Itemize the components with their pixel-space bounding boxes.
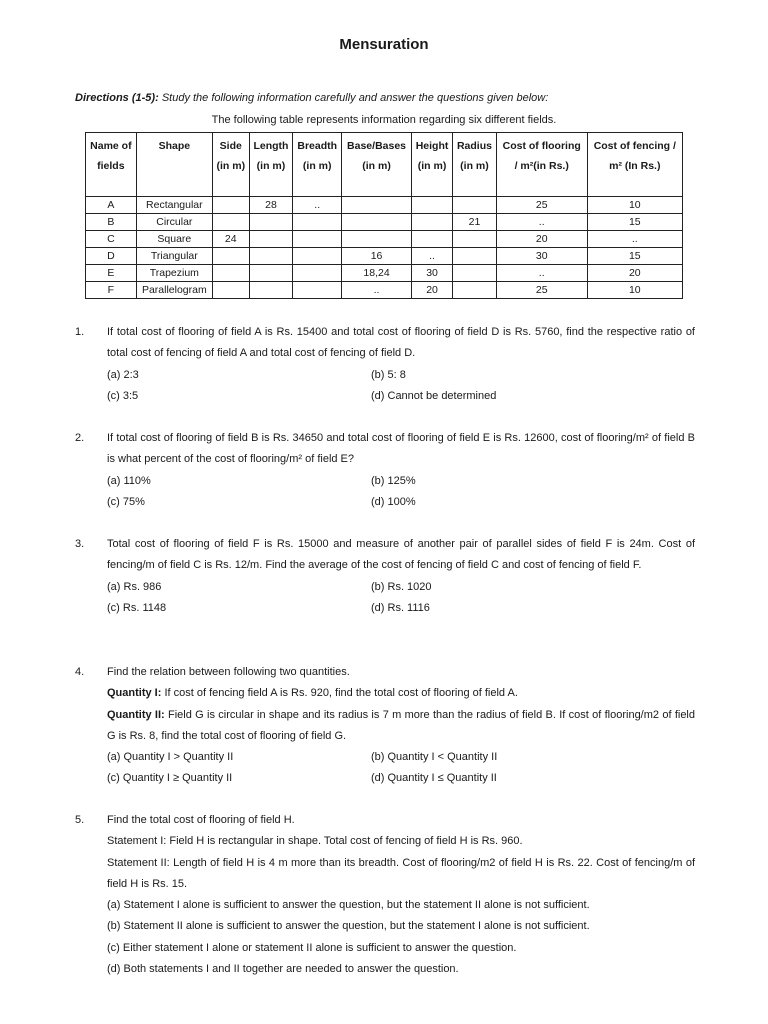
option-d: (d) Rs. 1116: [371, 601, 430, 614]
quantity-2-label: Quantity II:: [107, 708, 165, 721]
quantity-1-text: If cost of fencing field A is Rs. 920, find the total cost of flooring of field A.: [164, 687, 518, 700]
option-d: (d) 100%: [371, 495, 416, 508]
header-flooring-cost: Cost of flooring / m²(in Rs.): [496, 133, 587, 197]
option-a: (a) 2:3: [107, 368, 139, 381]
header-side: Side (in m): [212, 133, 249, 197]
quantity-1-label: Quantity I:: [107, 687, 162, 700]
option-a: (a) Statement I alone is sufficient to answer the question, but the statement II alone is not sufficient.: [107, 899, 590, 912]
options: [107, 471, 695, 514]
cell-radius: [453, 282, 497, 299]
option-b: (b) 125%: [371, 474, 416, 487]
cell-flooring-cost: 25: [496, 197, 587, 214]
cell-length: [249, 248, 293, 265]
header-name: Name of fields: [86, 133, 137, 197]
question-2: [75, 428, 695, 513]
cell-side: [212, 197, 249, 214]
cell-radius: [453, 231, 497, 248]
cell-breadth: [293, 214, 342, 231]
cell-flooring-cost: 30: [496, 248, 587, 265]
cell-fencing-cost: ..: [587, 231, 682, 248]
directions-label: Directions (1-5):: [75, 92, 159, 104]
cell-shape: Circular: [136, 214, 212, 231]
cell-breadth: [293, 248, 342, 265]
question-1: [75, 322, 695, 407]
table-row: [86, 282, 683, 299]
question-4: [75, 662, 695, 790]
header-length: Length (in m): [249, 133, 293, 197]
cell-side: [212, 265, 249, 282]
question-3: [75, 534, 695, 619]
cell-flooring-cost: 20: [496, 231, 587, 248]
table-row: [86, 197, 683, 214]
cell-length: [249, 265, 293, 282]
cell-fencing-cost: 15: [587, 248, 682, 265]
cell-breadth: [293, 231, 342, 248]
cell-shape: Triangular: [136, 248, 212, 265]
header-fencing-cost: Cost of fencing / m² (In Rs.): [587, 133, 682, 197]
cell-length: [249, 282, 293, 299]
options: [107, 365, 695, 408]
question-number: 2.: [75, 432, 85, 444]
quantity-1: [107, 683, 695, 704]
header-radius: Radius (in m): [453, 133, 497, 197]
question-text: Total cost of flooring of field F is Rs. 15000 and measure of another pair of parallel sides of field F is 24m. Cost of fencing/m of field C is Rs. 12/m. Find the average of the cost of fencing of field C and cost of fencing of field F.: [107, 538, 695, 572]
cell-height: [411, 214, 452, 231]
quantity-2: [107, 705, 695, 748]
table-caption: The following table represents information regarding six different fields.: [211, 114, 557, 126]
cell-height: [411, 231, 452, 248]
cell-breadth: ..: [293, 197, 342, 214]
cell-height: 30: [411, 265, 452, 282]
cell-length: 28: [249, 197, 293, 214]
cell-radius: [453, 197, 497, 214]
question-number: 1.: [75, 326, 85, 338]
options: [107, 747, 695, 790]
cell-height: ..: [411, 248, 452, 265]
quantity-2-text: Field G is circular in shape and its radius is 7 m more than the radius of field B. If cost of flooring/m2 of field G is Rs. 8, find the total cost of flooring of field G.: [107, 708, 695, 742]
option-a: (a) Rs. 986: [107, 580, 162, 593]
option-a: (a) Quantity I > Quantity II: [107, 751, 234, 764]
table-row: [86, 231, 683, 248]
question-number: 5.: [75, 814, 85, 826]
cell-length: [249, 231, 293, 248]
header-base: Base/Bases (in m): [342, 133, 412, 197]
table-row: [86, 248, 683, 265]
table-row: [86, 265, 683, 282]
cell-name: E: [86, 265, 137, 282]
cell-height: 20: [411, 282, 452, 299]
option-c: (c) Quantity I ≥ Quantity II: [107, 772, 233, 785]
table-body: [86, 197, 683, 299]
cell-fencing-cost: 15: [587, 214, 682, 231]
question-number: 3.: [75, 538, 85, 550]
option-c: (c) Rs. 1148: [107, 601, 167, 614]
directions: [75, 92, 548, 104]
header-breadth: Breadth (in m): [293, 133, 342, 197]
cell-fencing-cost: 10: [587, 282, 682, 299]
cell-base: 16: [342, 248, 412, 265]
header-height: Height (in m): [411, 133, 452, 197]
table-header-row: [86, 133, 683, 197]
cell-base: 18,24: [342, 265, 412, 282]
cell-base: [342, 214, 412, 231]
option-b: (b) 5: 8: [371, 368, 406, 381]
question-text: If total cost of flooring of field A is Rs. 15400 and total cost of flooring of field D is Rs. 5760, find the respective ratio of total cost of fencing of field A and total cost of fencing of field D.: [107, 326, 695, 360]
cell-fencing-cost: 10: [587, 197, 682, 214]
option-c: (c) 75%: [107, 495, 145, 508]
cell-radius: [453, 265, 497, 282]
directions-text: Study the following information carefully and answer the questions given below:: [161, 92, 549, 104]
statement-2: Statement II: Length of field H is 4 m more than its breadth. Cost of flooring/m2 of field H is Rs. 22. Cost of fencing/m of field H is Rs. 15.: [107, 856, 695, 890]
cell-name: D: [86, 248, 137, 265]
cell-radius: 21: [453, 214, 497, 231]
options: [107, 577, 695, 620]
options: [107, 895, 695, 980]
question-5: [75, 810, 695, 980]
option-c: (c) Either statement I alone or statement II alone is sufficient to answer the question.: [107, 941, 517, 954]
cell-name: B: [86, 214, 137, 231]
cell-flooring-cost: ..: [496, 265, 587, 282]
cell-side: [212, 214, 249, 231]
question-intro: Find the total cost of flooring of field H.: [107, 814, 295, 826]
page-title: Mensuration: [339, 36, 429, 53]
option-c: (c) 3:5: [107, 389, 139, 402]
question-text: If total cost of flooring of field B is Rs. 34650 and total cost of flooring of field E is Rs. 12600, cost of flooring/m² of field B is what percent of the cost of flooring/m² of field E?: [107, 432, 695, 466]
cell-side: [212, 282, 249, 299]
cell-name: F: [86, 282, 137, 299]
cell-base: [342, 231, 412, 248]
option-b: (b) Quantity I < Quantity II: [371, 751, 498, 764]
cell-shape: Square: [136, 231, 212, 248]
option-d: (d) Quantity I ≤ Quantity II: [371, 772, 497, 785]
statement-1: Statement I: Field H is rectangular in shape. Total cost of fencing of field H is Rs. 960.: [107, 835, 523, 848]
cell-flooring-cost: ..: [496, 214, 587, 231]
option-a: (a) 110%: [107, 474, 151, 487]
cell-name: C: [86, 231, 137, 248]
cell-name: A: [86, 197, 137, 214]
question-intro: Find the relation between following two quantities.: [107, 666, 350, 678]
cell-shape: Parallelogram: [136, 282, 212, 299]
cell-side: 24: [212, 231, 249, 248]
cell-shape: Rectangular: [136, 197, 212, 214]
header-shape: Shape: [136, 133, 212, 197]
cell-length: [249, 214, 293, 231]
cell-side: [212, 248, 249, 265]
cell-fencing-cost: 20: [587, 265, 682, 282]
option-d: (d) Both statements I and II together are needed to answer the question.: [107, 963, 459, 976]
cell-breadth: [293, 265, 342, 282]
cell-base: ..: [342, 282, 412, 299]
table-row: [86, 214, 683, 231]
option-b: (b) Statement II alone is sufficient to answer the question, but the statement I alone is not sufficient.: [107, 920, 590, 933]
question-number: 4.: [75, 666, 85, 678]
cell-radius: [453, 248, 497, 265]
cell-base: [342, 197, 412, 214]
cell-height: [411, 197, 452, 214]
cell-shape: Trapezium: [136, 265, 212, 282]
cell-flooring-cost: 25: [496, 282, 587, 299]
option-b: (b) Rs. 1020: [371, 580, 432, 593]
option-d: (d) Cannot be determined: [371, 389, 497, 402]
fields-table: [85, 132, 683, 299]
cell-breadth: [293, 282, 342, 299]
